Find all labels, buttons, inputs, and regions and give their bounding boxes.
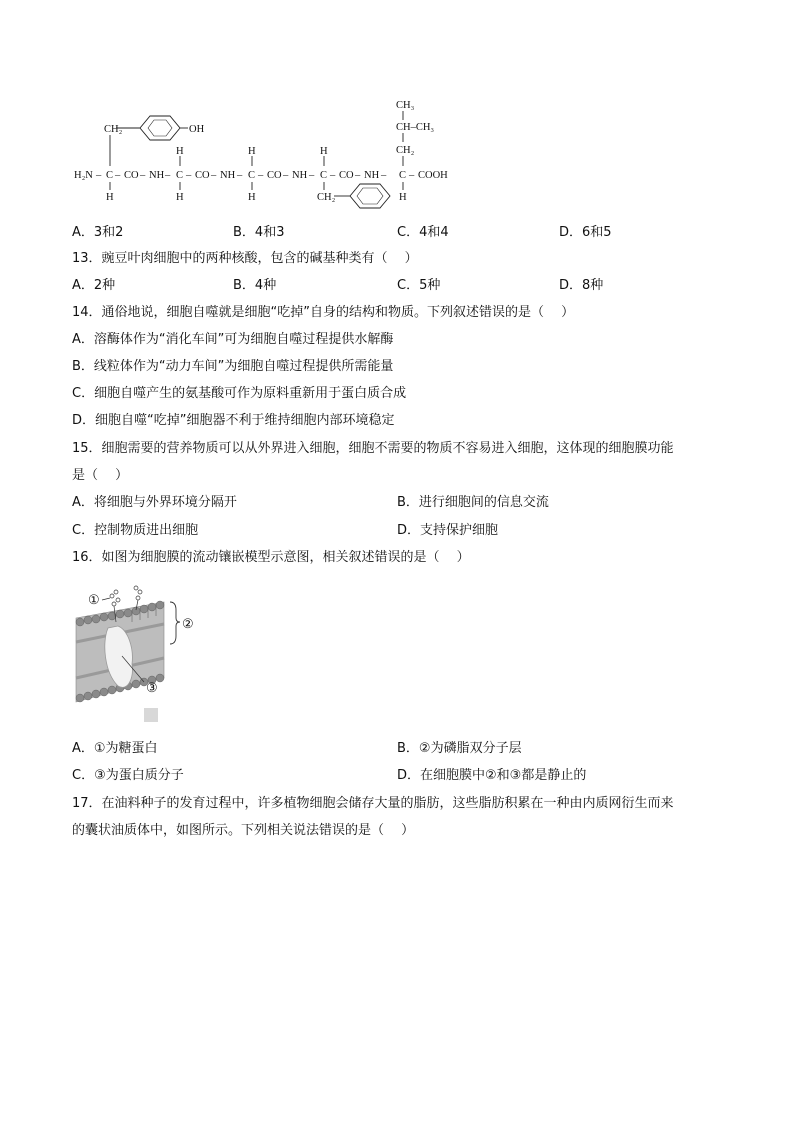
formula-ch-ch3: CH–CH₃ bbox=[396, 122, 435, 133]
formula-ch2-leu: CH₂ bbox=[396, 145, 415, 156]
q13-stem: 13．豌豆叶肉细胞中的两种核酸，包含的碱基种类有（ ） bbox=[72, 251, 418, 266]
q16-option-c[interactable]: C．③为蛋白质分子 bbox=[72, 768, 184, 783]
formula-ch3: CH₃ bbox=[396, 100, 415, 111]
formula-backbone: H₂N bbox=[74, 170, 93, 181]
label-2: ② bbox=[182, 616, 194, 631]
formula-h-above: H bbox=[176, 146, 184, 157]
q15-stem-line2: 是（ ） bbox=[72, 468, 129, 483]
q16-stem: 16．如图为细胞膜的流动镶嵌模型示意图，相关叙述错误的是（ ） bbox=[72, 550, 470, 565]
label-1: ① bbox=[88, 592, 100, 607]
q15-option-b[interactable]: B．进行细胞间的信息交流 bbox=[397, 495, 549, 510]
q16-option-a[interactable]: A．①为糖蛋白 bbox=[72, 741, 158, 756]
q14-option-a[interactable]: A．溶酶体作为“消化车间”可为细胞自噬过程提供水解酶 bbox=[72, 332, 394, 347]
q15-option-c[interactable]: C．控制物质进出细胞 bbox=[72, 523, 199, 538]
formula-backbone: COOH bbox=[418, 170, 448, 181]
formula-backbone: C bbox=[176, 170, 184, 181]
svg-text:–: – bbox=[309, 170, 315, 181]
formula-h-below: H bbox=[106, 192, 114, 203]
formula-h-below: H bbox=[176, 192, 184, 203]
q16-option-b[interactable]: B．②为磷脂双分子层 bbox=[397, 741, 522, 756]
svg-text:–: – bbox=[186, 170, 192, 181]
q13-option-b[interactable]: B．4种 bbox=[233, 278, 277, 293]
formula-ch2-tyr: CH₂ bbox=[104, 124, 123, 135]
svg-text:–: – bbox=[115, 170, 121, 181]
q13-option-d[interactable]: D．8种 bbox=[559, 278, 604, 293]
q16-option-d[interactable]: D．在细胞膜中②和③都是静止的 bbox=[397, 768, 587, 783]
q15-option-a[interactable]: A．将细胞与外界环境分隔开 bbox=[72, 495, 237, 510]
formula-backbone: CO bbox=[124, 170, 139, 181]
q17-stem-line1: 17．在油料种子的发育过程中，许多植物细胞会储存大量的脂肪，这些脂肪积累在一种由内质网衍生而来 bbox=[72, 796, 674, 811]
formula-backbone: C bbox=[106, 170, 114, 181]
q14-option-c[interactable]: C．细胞自噬产生的氨基酸可作为原料重新用于蛋白质合成 bbox=[72, 386, 407, 401]
label-3: ③ bbox=[146, 680, 158, 695]
formula-backbone: CO bbox=[339, 170, 354, 181]
q13-option-c[interactable]: C．5种 bbox=[397, 278, 441, 293]
formula-backbone: C bbox=[320, 170, 328, 181]
formula-h-above: H bbox=[248, 146, 256, 157]
formula-backbone: C bbox=[248, 170, 256, 181]
q15-stem-line1: 15．细胞需要的营养物质可以从外界进入细胞，细胞不需要的物质不容易进入细胞，这体现的细胞膜功能 bbox=[72, 441, 674, 456]
svg-text:–: – bbox=[409, 170, 415, 181]
q14-option-d[interactable]: D．细胞自噬“吃掉”细胞器不利于维持细胞内部环境稳定 bbox=[72, 413, 395, 428]
q14-stem: 14．通俗地说，细胞自噬就是细胞“吃掉”自身的结构和物质。下列叙述错误的是（ ） bbox=[72, 305, 575, 320]
q12-option-c[interactable]: C．4和4 bbox=[397, 225, 449, 240]
formula-h-above: H bbox=[320, 146, 328, 157]
peptide-structure-figure bbox=[70, 92, 460, 222]
svg-text:–: – bbox=[381, 170, 387, 181]
formula-h-below: H bbox=[248, 192, 256, 203]
svg-text:–: – bbox=[165, 170, 171, 181]
formula-ch2-phe: CH₂ bbox=[317, 192, 336, 203]
svg-text:–: – bbox=[96, 170, 102, 181]
q15-option-d[interactable]: D．支持保护细胞 bbox=[397, 523, 499, 538]
formula-backbone: NH bbox=[364, 170, 380, 181]
svg-text:–: – bbox=[237, 170, 243, 181]
q12-option-d[interactable]: D．6和5 bbox=[559, 225, 612, 240]
svg-text:–: – bbox=[355, 170, 361, 181]
svg-text:–: – bbox=[330, 170, 336, 181]
formula-backbone: NH bbox=[149, 170, 165, 181]
q17-stem-line2: 的囊状油质体中，如图所示。下列相关说法错误的是（ ） bbox=[72, 823, 415, 838]
formula-h-below: H bbox=[399, 192, 407, 203]
cell-membrane-figure bbox=[72, 582, 212, 732]
svg-text:–: – bbox=[140, 170, 146, 181]
formula-backbone: NH bbox=[292, 170, 308, 181]
q14-option-b[interactable]: B．线粒体作为“动力车间”为细胞自噬过程提供所需能量 bbox=[72, 359, 394, 374]
q12-option-b[interactable]: B．4和3 bbox=[233, 225, 285, 240]
svg-text:–: – bbox=[258, 170, 264, 181]
formula-backbone: CO bbox=[267, 170, 282, 181]
svg-text:–: – bbox=[283, 170, 289, 181]
q12-option-a[interactable]: A．3和2 bbox=[72, 225, 124, 240]
svg-text:–: – bbox=[211, 170, 217, 181]
formula-backbone: NH bbox=[220, 170, 236, 181]
formula-backbone: C bbox=[399, 170, 407, 181]
q13-option-a[interactable]: A．2种 bbox=[72, 278, 116, 293]
formula-backbone: CO bbox=[195, 170, 210, 181]
formula-oh: OH bbox=[189, 124, 205, 135]
